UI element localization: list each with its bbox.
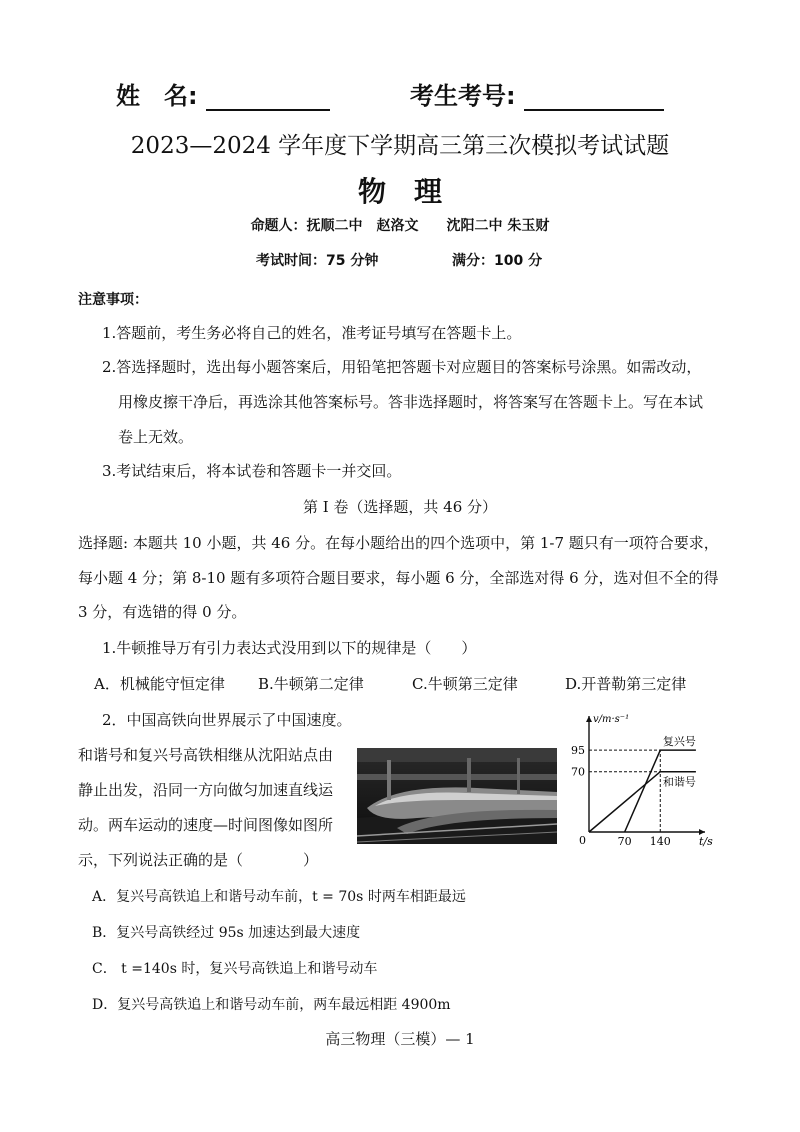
velocity-time-chart	[565, 708, 715, 848]
q2-option-b: B．复兴号高铁经过 95s 加速达到最大速度	[92, 925, 361, 941]
q2-option-c: C． t =140s 时，复兴号高铁追上和谐号动车	[92, 961, 378, 977]
y-axis-arrow	[586, 716, 592, 722]
notice-item-2-line-3: 卷上无效。	[118, 428, 194, 446]
x-tick-label: 140	[649, 835, 671, 848]
exam-number-field[interactable]	[410, 76, 664, 111]
q2-stem-line-1: 2．中国高铁向世界展示了中国速度。	[102, 711, 352, 729]
section-1-instruction-line-1: 选择题: 本题共 10 小题，共 46 分。在每小题给出的四个选项中，第 1-7 题只有一项符合要求，	[78, 534, 719, 552]
q1-option-d: D.开普勒第三定律	[565, 675, 687, 693]
section-1-instruction-line-2: 每小题 4 分；第 8-10 题有多项符合题目要求，每小题 6 分，全部选对得 6 分，选对但不全的得	[78, 569, 719, 587]
x-axis-label: t/s	[699, 835, 713, 848]
q1-option-a: A．机械能守恒定律	[94, 675, 225, 693]
q1-option-c: C.牛顿第三定律	[412, 675, 518, 693]
series-label: 和谐号	[662, 775, 696, 789]
exam-title: 2023—2024 学年度下学期高三第三次模拟考试试题	[130, 133, 670, 159]
q1-option-b: B.牛顿第二定律	[258, 675, 364, 693]
q1-stem: 1.牛顿推导万有引力表达式没用到以下的规律是（ ）	[102, 639, 477, 657]
name-field[interactable]	[116, 76, 330, 111]
origin-label: 0	[579, 834, 586, 847]
x-tick-label: 70	[617, 835, 632, 848]
notice-item-2-line-1: 2.答选择题时，选出每小题答案后，用铅笔把答题卡对应题目的答案标号涂黑。如需改动，	[102, 358, 702, 376]
exam-number-label: 考生考号:	[410, 82, 516, 110]
y-axis-label: v/m·s⁻¹	[593, 714, 630, 725]
authors: 命题人：抚顺二中 赵洛文 沈阳二中 朱玉财	[250, 218, 550, 234]
name-blank[interactable]	[206, 83, 330, 111]
notice-item-3: 3.考试结束后，将本试卷和答题卡一并交回。	[102, 462, 402, 480]
name-label: 姓 名:	[116, 82, 198, 110]
q2-stem-line-5: 示，下列说法正确的是（ ）	[78, 851, 319, 869]
page-footer: 高三物理（三模）— 1	[325, 1030, 475, 1048]
section-1-heading: 第 Ⅰ 卷（选择题，共 46 分）	[302, 498, 498, 516]
q2-stem-line-3: 静止出发，沿同一方向做匀加速直线运	[78, 781, 334, 799]
notice-heading: 注意事项：	[78, 292, 148, 308]
notice-item-2-line-2: 用橡皮擦干净后，再选涂其他答案标号。答非选择题时，将答案写在答题卡上。写在本试	[118, 393, 704, 411]
subject-title: 物 理	[357, 175, 442, 208]
y-tick-label: 95	[571, 744, 585, 758]
q2-option-a: A．复兴号高铁追上和谐号动车前，t = 70s 时两车相距最远	[92, 889, 466, 905]
q2-stem-line-4: 动。两车运动的速度—时间图像如图所	[78, 816, 334, 834]
q2-option-d: D．复兴号高铁追上和谐号动车前，两车最远相距 4900m	[92, 997, 451, 1013]
exam-number-blank[interactable]	[524, 83, 664, 111]
y-tick-label: 70	[571, 765, 585, 779]
q2-stem-line-2: 和谐号和复兴号高铁相继从沈阳站点由	[78, 746, 334, 764]
high-speed-train-photo	[357, 748, 557, 844]
full-score: 满分：100 分	[452, 253, 543, 269]
notice-item-1: 1.答题前，考生务必将自己的姓名，准考证号填写在答题卡上。	[102, 324, 522, 342]
section-1-instruction-line-3: 3 分，有选错的得 0 分。	[78, 603, 247, 621]
exam-time: 考试时间：75 分钟	[256, 253, 379, 269]
series-label: 复兴号	[662, 735, 696, 749]
